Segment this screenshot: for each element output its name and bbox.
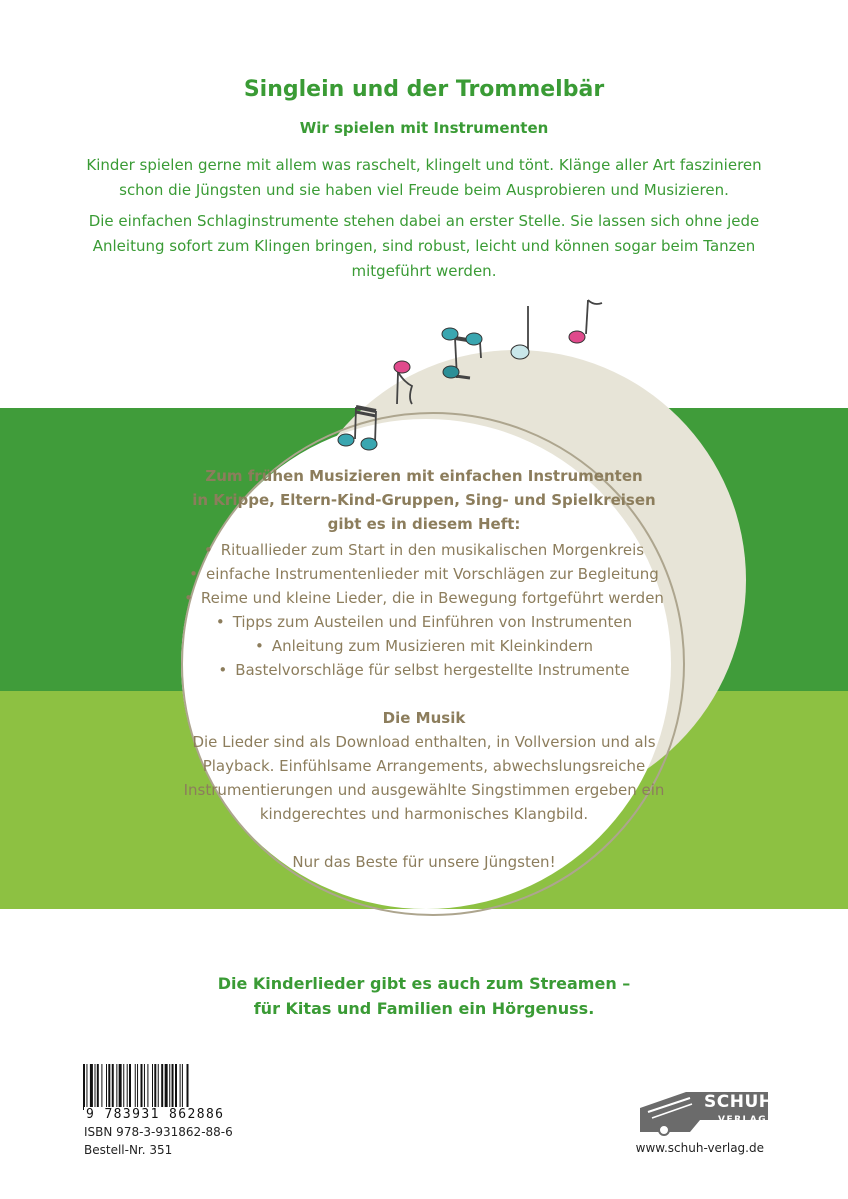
book-title: Singlein und der Trommelbär — [243, 77, 605, 102]
barcode-bar — [165, 1064, 168, 1110]
barcode-bar — [175, 1064, 177, 1110]
barcode-bar — [147, 1064, 148, 1110]
book-subtitle: Wir spielen mit Instrumenten — [299, 119, 549, 137]
heft-heading-line: in Krippe, Eltern-Kind-Gruppen, Sing- und Spielkreisen — [192, 491, 656, 509]
barcode-bar — [161, 1064, 163, 1110]
list-item: • Tipps zum Austeilen und Einführen von Instrumenten — [160, 610, 688, 634]
barcode-bar — [154, 1064, 156, 1110]
intro-paragraph-2: Die einfachen Schlaginstrumente stehen dabei an erster Stelle. Sie lassen sich ohne jede Anleitung sofort zum Klingen bringen, sind robust, leicht und können sogar beim Tanzen mitgeführt werden. — [88, 212, 760, 280]
barcode-bar — [169, 1064, 170, 1110]
barcode-bar — [144, 1064, 145, 1110]
logo-text-verlag: VERLAG — [718, 1115, 768, 1125]
barcode-bar — [158, 1064, 159, 1110]
barcode-bar — [172, 1064, 174, 1110]
barcode-bar — [182, 1064, 183, 1110]
streaming-line: Die Kinderlieder gibt es auch zum Streamen – — [217, 974, 631, 993]
publisher-website[interactable]: www.schuh-verlag.de — [635, 1141, 764, 1155]
barcode-bar — [95, 1064, 96, 1110]
barcode-bar — [86, 1064, 87, 1110]
barcode-bar — [90, 1064, 93, 1110]
barcode-bar — [83, 1064, 85, 1110]
intro-paragraph-1: Kinder spielen gerne mit allem was raschelt, klingelt und tönt. Klänge aller Art faszinieren schon die Jüngsten und sie haben viel Freude beim Ausprobieren und Musizieren. — [86, 156, 762, 199]
barcode-bar — [101, 1064, 102, 1110]
heft-heading-line: Zum frühen Musizieren mit einfachen Instrumenten — [205, 467, 643, 485]
barcode-bar — [123, 1064, 124, 1110]
barcode-bar — [141, 1064, 143, 1110]
barcode-bar — [152, 1064, 153, 1110]
barcode-bar — [180, 1064, 181, 1110]
barcode-bar — [106, 1064, 107, 1110]
order-number: Bestell-Nr. 351 — [84, 1143, 173, 1157]
closing-line: Nur das Beste für unsere Jüngsten! — [292, 853, 556, 871]
barcode-bars — [83, 1064, 189, 1110]
barcode-bar — [112, 1064, 114, 1110]
barcode-bar — [119, 1064, 122, 1110]
barcode-bar — [129, 1064, 131, 1110]
barcode-bar — [127, 1064, 128, 1110]
barcode-bar — [135, 1064, 136, 1110]
musik-paragraph: Die Lieder sind als Download enthalten, in Vollversion und als Playback. Einfühlsame Arrangements, abwechslungsreiche Instrumentierungen und ausgewählte Singstimmen ergeben ein kindgerechtes und harmonisches Klangbild. — [183, 733, 665, 823]
streaming-note — [0, 971, 848, 1021]
barcode-bar — [97, 1064, 99, 1110]
barcode-bar — [116, 1064, 117, 1110]
list-item: • Bastelvorschläge für selbst hergestellte Instrumente — [160, 658, 688, 682]
heft-heading-line: gibt es in diesem Heft: — [327, 515, 521, 533]
list-item: • Reime und kleine Lieder, die in Bewegung fortgeführt werden — [160, 586, 688, 610]
barcode-bar — [137, 1064, 138, 1110]
heft-contents-list — [160, 538, 688, 682]
barcode-bar — [108, 1064, 110, 1110]
list-item: • Anleitung zum Musizieren mit Kleinkindern — [160, 634, 688, 658]
logo-text-schuh: SCHUH — [704, 1092, 774, 1112]
heft-heading — [160, 464, 688, 536]
musik-heading: Die Musik — [382, 709, 466, 727]
list-item: • einfache Instrumentenlieder mit Vorschlägen zur Begleitung — [160, 562, 688, 586]
isbn-number: ISBN 978-3-931862-88-6 — [84, 1125, 233, 1139]
barcode-digits: 9 783931 862886 — [86, 1107, 225, 1122]
barcode-bar — [187, 1064, 189, 1110]
list-item: • Rituallieder zum Start in den musikalischen Morgenkreis — [160, 538, 688, 562]
streaming-line: für Kitas und Familien ein Hörgenuss. — [253, 999, 595, 1018]
